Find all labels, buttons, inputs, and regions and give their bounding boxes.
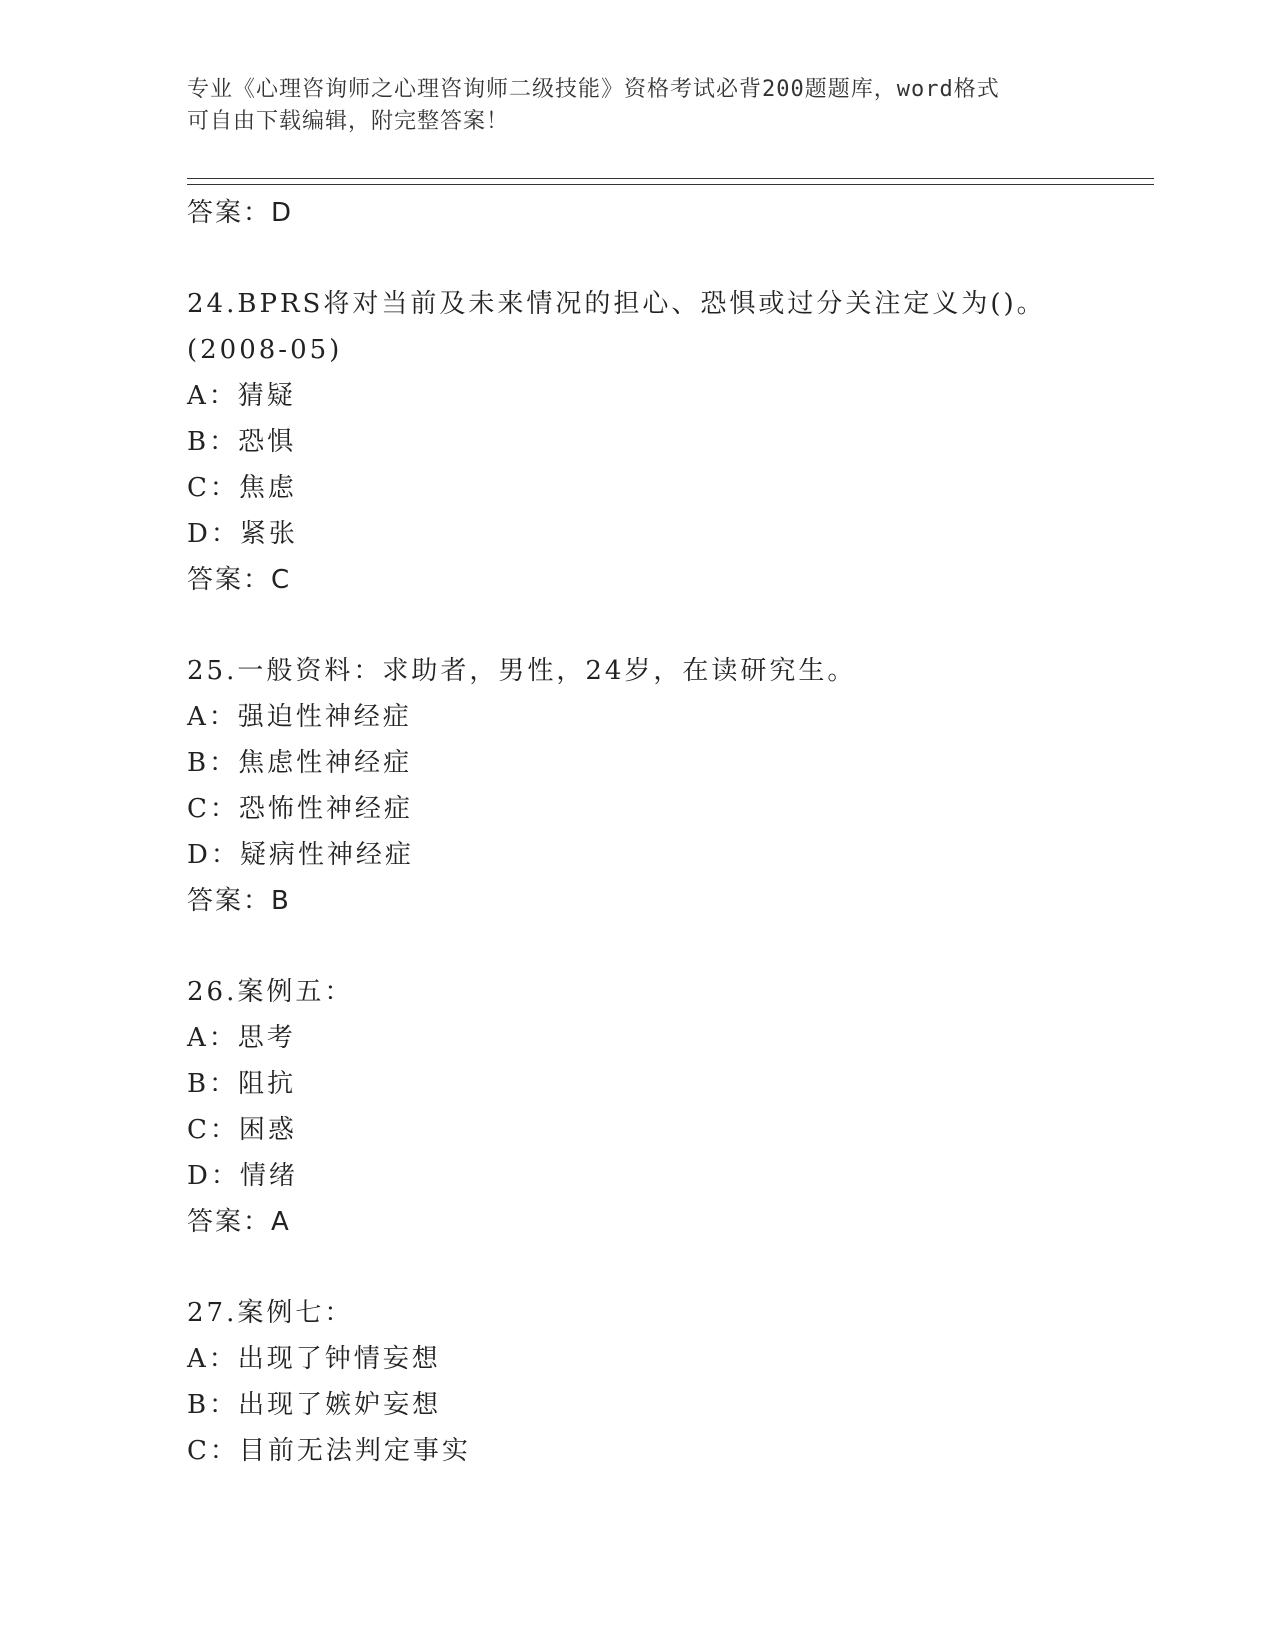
- question-answer: 答案：B: [187, 886, 291, 916]
- option-a: A：强迫性神经症: [187, 702, 412, 732]
- question-list: [187, 190, 1147, 1474]
- option-a: A：猜疑: [187, 381, 296, 411]
- option-a: A：出现了钟情妄想: [187, 1344, 441, 1374]
- option-d: D：情绪: [187, 1161, 298, 1191]
- question-answer: 答案：C: [187, 565, 292, 595]
- option-b: B：出现了嫉妒妄想: [187, 1390, 442, 1420]
- option-c: C：恐怖性神经症: [187, 794, 413, 824]
- question-stem: 27.案例七：: [187, 1298, 354, 1328]
- option-d: D：疑病性神经症: [187, 840, 414, 870]
- header-line-2: 可自由下载编辑，附完整答案！: [187, 109, 510, 134]
- option-b: B：焦虑性神经症: [187, 748, 413, 778]
- option-c: C：困惑: [187, 1115, 297, 1145]
- header-line-1: 专业《心理咨询师之心理咨询师二级技能》资格考试必背200题题库，word格式: [187, 77, 1000, 102]
- question-stem: 25.一般资料：求助者，男性，24岁，在读研究生。: [187, 656, 857, 686]
- option-c: C：目前无法判定事实: [187, 1436, 471, 1466]
- option-d: D：紧张: [187, 519, 298, 549]
- document-header: [187, 74, 1067, 138]
- question-27: [187, 1290, 1147, 1474]
- question-stem-continued: (2008-05): [187, 335, 343, 365]
- option-a: A：思考: [187, 1023, 296, 1053]
- question-24: [187, 281, 1147, 603]
- question-answer: 答案：A: [187, 1207, 291, 1237]
- header-divider: [187, 178, 1154, 185]
- question-26: [187, 969, 1147, 1245]
- previous-answer: 答案：D: [187, 198, 294, 228]
- question-stem: 26.案例五：: [187, 977, 354, 1007]
- question-25: [187, 648, 1147, 924]
- option-b: B：恐惧: [187, 427, 297, 457]
- option-b: B：阻抗: [187, 1069, 297, 1099]
- option-c: C：焦虑: [187, 473, 297, 503]
- question-stem: 24.BPRS将对当前及未来情况的担心、恐惧或过分关注定义为()。: [187, 289, 1046, 319]
